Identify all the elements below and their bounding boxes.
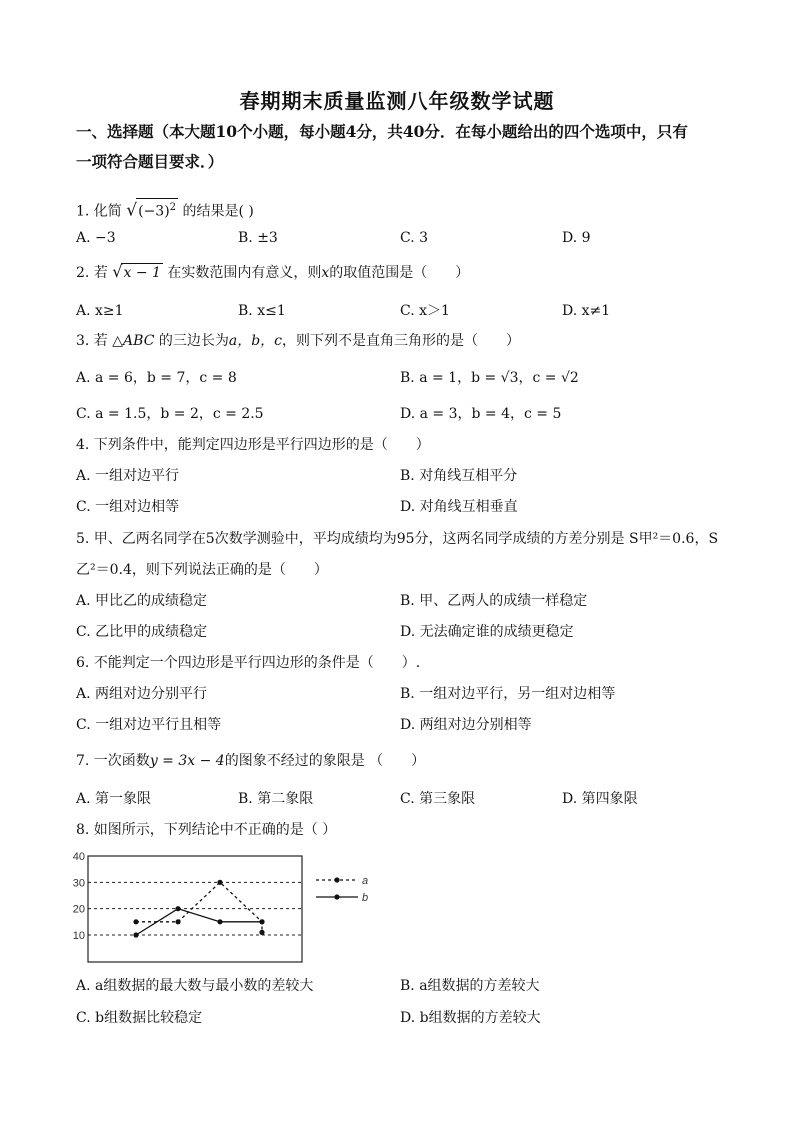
q8-option-a[interactable]: A. a组数据的最大数与最小数的差较大 — [76, 978, 314, 994]
series-b-point — [175, 906, 180, 911]
q8-option-b[interactable]: B. a组数据的方差较大 — [400, 978, 540, 994]
q7-expression: y = 3x − 4 — [149, 753, 225, 769]
q1-option-a[interactable]: A. −3 — [76, 230, 116, 246]
series-b-point — [133, 932, 138, 937]
series-a-point — [259, 930, 264, 935]
series-b-point — [217, 919, 222, 924]
q2-radicand: x − 1 — [123, 265, 161, 281]
q2-option-c[interactable]: C. x＞1 — [400, 303, 450, 319]
question-6: 6. 不能判定一个四边形是平行四边形的条件是（ ）. — [76, 655, 421, 671]
q6-option-d[interactable]: D. 两组对边分别相等 — [400, 717, 532, 733]
q6-option-a[interactable]: A. 两组对边分别平行 — [76, 686, 208, 702]
series-a-point — [217, 880, 222, 885]
q3-option-d[interactable]: D. a = 3，b = 4，c = 5 — [400, 406, 562, 422]
q3-option-b[interactable]: B. a = 1，b = √3，c = √2 — [400, 370, 579, 386]
q4-option-c[interactable]: C. 一组对边相等 — [76, 499, 180, 515]
q2-option-b[interactable]: B. x≤1 — [238, 303, 286, 319]
question-7: 7. 一次函数y = 3x − 4的图象不经过的象限是 （ ） — [76, 753, 426, 769]
q4-option-a[interactable]: A. 一组对边平行 — [76, 468, 180, 484]
q8-option-d[interactable]: D. b组数据的方差较大 — [400, 1010, 541, 1026]
q7-option-c[interactable]: C. 第三象限 — [400, 791, 476, 807]
legend-label-b: b — [362, 892, 369, 904]
section-heading-line2: 一项符合题目要求．） — [76, 152, 224, 171]
q8-option-c[interactable]: C. b组数据比较稳定 — [76, 1010, 203, 1026]
page-title: 春期期末质量监测八年级数学试题 — [239, 89, 555, 113]
legend-label-a: a — [362, 875, 369, 887]
legend-marker-b — [334, 894, 339, 899]
q1-option-d[interactable]: D. 9 — [562, 230, 591, 246]
q3-option-c[interactable]: C. a = 1.5，b = 2，c = 2.5 — [76, 406, 264, 422]
section-heading-line1: 一、选择题（本大题10个小题，每小题4分，共40分．在每小题给出的四个选项中，只有 — [76, 122, 688, 141]
y-tick-label: 40 — [72, 851, 85, 863]
question-4: 4. 下列条件中，能判定四边形是平行四边形的是（ ） — [76, 437, 430, 453]
q5-option-c[interactable]: C. 乙比甲的成绩稳定 — [76, 624, 208, 640]
q7-option-b[interactable]: B. 第二象限 — [238, 791, 314, 807]
y-tick-label: 30 — [72, 877, 85, 890]
series-a-point — [133, 919, 138, 924]
line-chart — [64, 848, 384, 966]
question-5-line2: 乙²＝0.4，则下列说法正确的是（ ） — [76, 562, 328, 578]
q5-option-b[interactable]: B. 甲、乙两人的成绩一样稳定 — [400, 593, 588, 609]
question-5-line1: 5. 甲、乙两名同学在5次数学测验中，平均成绩均为95分，这两名同学成绩的方差分别是 S甲²＝0.6，S — [76, 531, 719, 547]
q6-option-c[interactable]: C. 一组对边平行且相等 — [76, 717, 222, 733]
q5-option-a[interactable]: A. 甲比乙的成绩稳定 — [76, 593, 208, 609]
q3-triangle: △ABC — [112, 333, 155, 349]
q1-prefix: 1. 化简 — [76, 203, 122, 220]
q2-option-d[interactable]: D. x≠1 — [562, 303, 611, 319]
q3-option-a[interactable]: A. a = 6，b = 7，c = 8 — [76, 370, 237, 386]
y-tick-label: 20 — [72, 903, 85, 916]
q1-option-c[interactable]: C. 3 — [400, 230, 429, 246]
q7-option-a[interactable]: A. 第一象限 — [76, 791, 152, 807]
y-tick-label: 10 — [72, 930, 85, 942]
q4-option-b[interactable]: B. 对角线互相平分 — [400, 468, 518, 484]
series-b-point — [259, 919, 264, 924]
q5-option-d[interactable]: D. 无法确定谁的成绩更稳定 — [400, 624, 574, 640]
question-3: 3. 若 △ABC 的三边长为a，b，c，则下列不是直角三角形的是（ ） — [76, 333, 521, 349]
question-1: 1. 化简 $√(-3)^2$ 的结果是( ) — [76, 198, 254, 221]
q1-option-b[interactable]: B. ±3 — [238, 230, 278, 246]
q6-option-b[interactable]: B. 一组对边平行，另一组对边相等 — [400, 686, 616, 702]
question-8: 8. 如图所示，下列结论中不正确的是（ ） — [76, 822, 337, 838]
q1-suffix: 的结果是( ) — [182, 203, 254, 220]
series-a-line — [136, 882, 262, 932]
q4-option-d[interactable]: D. 对角线互相垂直 — [400, 499, 518, 515]
q1-radicand: $(-3)^2$ — [136, 198, 178, 221]
q7-option-d[interactable]: D. 第四象限 — [562, 791, 638, 807]
question-2: 2. 若 √x − 1 在实数范围内有意义，则x的取值范围是（ ） — [76, 262, 470, 281]
legend-marker-a — [334, 877, 339, 882]
q2-option-a[interactable]: A. x≥1 — [76, 303, 124, 319]
series-a-point — [175, 919, 180, 924]
